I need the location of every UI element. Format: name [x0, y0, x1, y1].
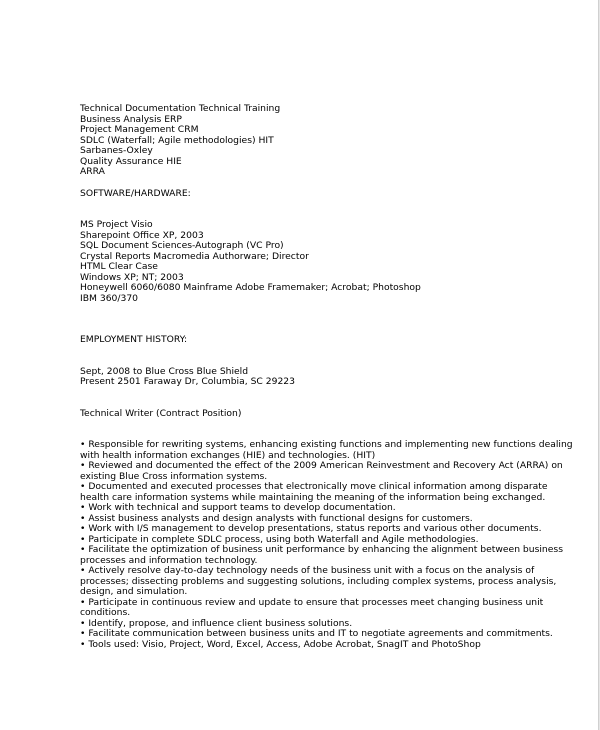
skill-line: Sarbanes-Oxley	[80, 145, 153, 156]
skill-line: Technical Documentation Technical Training	[80, 103, 281, 114]
software-list	[80, 220, 580, 304]
responsibility-item: • Responsible for rewriting systems, enhancing existing functions and implementing new functions dealing with health information exchanges (HIE) and technologies. (HIT)	[80, 439, 573, 461]
responsibility-item: • Work with I/S management to develop presentations, status reports and various other documents.	[80, 523, 542, 534]
employer-block	[80, 367, 580, 388]
responsibility-item: • Identify, propose, and influence client business solutions.	[80, 617, 353, 629]
responsibility-item: • Documented and executed processes that electronically move clinical information among disparate health care information systems while maintaining the meaning of the information being exchanged.	[80, 481, 548, 503]
software-line: SQL Document Sciences-Autograph (VC Pro)	[80, 240, 284, 251]
responsibilities-list	[80, 440, 580, 650]
responsibility-item: • Facilitate communication between business units and IT to negotiate agreements and commitments.	[80, 628, 553, 639]
software-heading: SOFTWARE/HARDWARE:	[80, 187, 191, 199]
software-line: Crystal Reports Macromedia Authorware; Director	[80, 250, 309, 262]
responsibility-item: • Participate in continuous review and update to ensure that processes meet changing business unit conditions.	[80, 596, 544, 618]
employment-heading: EMPLOYMENT HISTORY:	[80, 334, 188, 345]
software-line: IBM 360/370	[80, 292, 139, 304]
software-line: Windows XP; NT; 2003	[80, 271, 184, 283]
skill-line: Business Analysis ERP	[80, 113, 182, 125]
employment-dates: Sept, 2008 to Blue Cross Blue Shield	[80, 365, 249, 377]
responsibility-item: • Facilitate the optimization of business unit performance by enhancing the alignment between business processes and information technology.	[80, 544, 563, 566]
position-title: Technical Writer (Contract Position)	[80, 407, 242, 419]
responsibility-item: • Reviewed and documented the effect of the 2009 American Reinvestment and Recovery Act (ARRA) on existing Blue Cross information systems.	[80, 460, 563, 482]
responsibility-item: • Actively resolve day-to-day technology needs of the business unit with a focus on the analysis of processes; dissecting problems and suggesting solutions, including complex systems, process analysis, design, and simulation.	[80, 565, 557, 597]
skill-line: Quality Assurance HIE	[80, 155, 182, 167]
skill-line: Project Management CRM	[80, 124, 199, 135]
skills-list	[80, 104, 580, 178]
software-line: HTML Clear Case	[80, 261, 158, 272]
responsibility-item: • Participate in complete SDLC process, using both Waterfall and Agile methodologies.	[80, 533, 479, 545]
skill-line: SDLC (Waterfall; Agile methodologies) HIT	[80, 134, 274, 146]
responsibility-item: • Tools used: Visio, Project, Word, Excel, Access, Adobe Acrobat, SnagIT and PhotoShop	[80, 638, 481, 650]
responsibility-item: • Assist business analysts and design analysts with functional designs for customers.	[80, 512, 473, 524]
software-line: MS Project Visio	[80, 219, 153, 230]
responsibility-item: • Work with technical and support teams to develop documentation.	[80, 502, 396, 513]
employer-address: Present 2501 Faraway Dr, Columbia, SC 29223	[80, 376, 295, 387]
software-line: Honeywell 6060/6080 Mainframe Adobe Framemaker; Acrobat; Photoshop	[80, 282, 421, 293]
resume-content	[80, 104, 580, 650]
software-line: Sharepoint Office XP, 2003	[80, 229, 204, 241]
skill-line: ARRA	[80, 166, 105, 177]
